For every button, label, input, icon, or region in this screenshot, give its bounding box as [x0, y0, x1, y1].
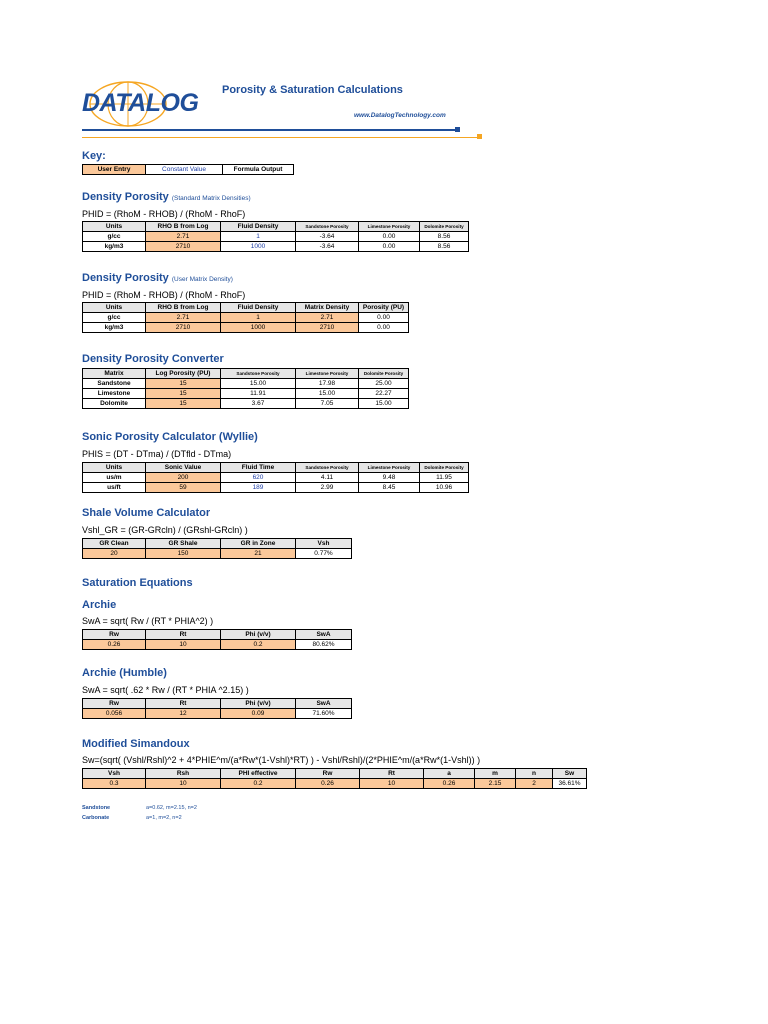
header-cell: Rw [296, 769, 360, 779]
rw-input[interactable]: 0.056 [83, 709, 146, 719]
sandstone-output: 4.11 [296, 473, 359, 483]
table-row [83, 242, 469, 252]
header-cell: RHO B from Log [146, 222, 221, 232]
humble-title: Archie (Humble) [82, 667, 167, 679]
table-header-row [83, 769, 587, 779]
units-cell: g/cc [83, 313, 146, 323]
rw-input[interactable]: 0.26 [83, 640, 146, 650]
rhob-input[interactable]: 2710 [146, 242, 221, 252]
header-cell: SwA [296, 699, 352, 709]
header-cell: Matrix [83, 369, 146, 379]
density-std-subtitle: (Standard Matrix Densities) [171, 195, 251, 202]
sonic-table [82, 462, 469, 493]
vsh-output: 0.77% [296, 549, 352, 559]
density-user-subtitle: (User Matrix Density) [171, 276, 233, 283]
note-label-sandstone: Sandstone [82, 805, 111, 811]
matrix-density-input[interactable]: 2.71 [296, 313, 359, 323]
rhob-input[interactable]: 2.71 [146, 232, 221, 242]
shale-table [82, 538, 352, 559]
fluid-density-cell: 1000 [221, 242, 296, 252]
converter-table [82, 368, 409, 409]
header-cell: Fluid Density [221, 303, 296, 313]
simandoux-title: Modified Simandoux [82, 738, 190, 750]
header-cell: a [424, 769, 475, 779]
matrix-cell: Limestone [83, 389, 146, 399]
header-cell: Rsh [146, 769, 221, 779]
header-cell: Sandstone Porosity [296, 463, 359, 473]
header-cell: Units [83, 463, 146, 473]
table-header-row [83, 369, 409, 379]
key-user-entry: User Entry [83, 165, 146, 175]
header-cell: Phi (v/v) [221, 699, 296, 709]
archie-title: Archie [82, 599, 117, 611]
simandoux-table [82, 768, 587, 789]
website-link[interactable]: www.DatalogTechnology.com [354, 112, 446, 119]
dolomite-output: 8.56 [420, 232, 469, 242]
gr-zone-input[interactable]: 21 [221, 549, 296, 559]
fluid-density-input[interactable]: 1 [221, 313, 296, 323]
density-std-formula: PHID = (RhoM - RHOB) / (RhoM - RhoF) [82, 209, 246, 219]
fluid-time-cell: 620 [221, 473, 296, 483]
vsh-input[interactable]: 0.3 [83, 779, 146, 789]
header-cell: GR in Zone [221, 539, 296, 549]
limestone-output: 15.00 [296, 389, 359, 399]
sw-output: 36.61% [553, 779, 587, 789]
header-cell: GR Shale [146, 539, 221, 549]
sandstone-output: 11.91 [221, 389, 296, 399]
table-header-row [83, 463, 469, 473]
header-cell: RHO B from Log [146, 303, 221, 313]
density-std-heading: Density Porosity [82, 191, 169, 203]
header-cell: Rt [360, 769, 424, 779]
header-cell: Sandstone Porosity [221, 369, 296, 379]
rsh-input[interactable]: 10 [146, 779, 221, 789]
sandstone-output: 2.99 [296, 483, 359, 493]
table-row [83, 549, 352, 559]
key-title: Key: [82, 150, 106, 162]
units-cell: g/cc [83, 232, 146, 242]
table-row [83, 313, 409, 323]
header-cell: Rw [83, 630, 146, 640]
sonic-input[interactable]: 200 [146, 473, 221, 483]
header-cell: Vsh [83, 769, 146, 779]
table-row [83, 399, 409, 409]
header-cell: Limestone Porosity [359, 463, 420, 473]
note-value-sandstone: a=0.62, m=2.15, n=2 [146, 805, 197, 811]
sonic-title: Sonic Porosity Calculator (Wyllie) [82, 431, 258, 443]
limestone-output: 8.45 [359, 483, 420, 493]
dolomite-output: 15.00 [359, 399, 409, 409]
swa-output: 80.62% [296, 640, 352, 650]
header-cell: Units [83, 222, 146, 232]
sandstone-output: 3.67 [221, 399, 296, 409]
density-user-title [82, 272, 233, 284]
rt-input[interactable]: 10 [146, 640, 221, 650]
sonic-input[interactable]: 59 [146, 483, 221, 493]
dolomite-output: 11.95 [420, 473, 469, 483]
gr-clean-input[interactable]: 20 [83, 549, 146, 559]
table-header-row [83, 630, 352, 640]
header-rule-orange [82, 137, 480, 138]
fluid-density-cell: 1 [221, 232, 296, 242]
dolomite-output: 8.56 [420, 242, 469, 252]
porosity-output: 0.00 [359, 313, 409, 323]
header-cell: Rt [146, 699, 221, 709]
table-row [83, 389, 409, 399]
shale-title: Shale Volume Calculator [82, 507, 211, 519]
matrix-density-input[interactable]: 2710 [296, 323, 359, 333]
key-constant: Constant Value [146, 165, 223, 175]
phi-input[interactable]: 0.2 [221, 640, 296, 650]
humble-table [82, 698, 352, 719]
log-porosity-input[interactable]: 15 [146, 389, 221, 399]
note-value-carbonate: a=1, m=2, n=2 [146, 815, 182, 821]
header-cell: Fluid Time [221, 463, 296, 473]
m-input[interactable]: 2.15 [475, 779, 516, 789]
header-cell: Dolomite Porosity [420, 463, 469, 473]
header-cell: m [475, 769, 516, 779]
header-cell: Limestone Porosity [359, 222, 420, 232]
saturation-title: Saturation Equations [82, 577, 193, 589]
table-row [83, 323, 409, 333]
header-cell: Rw [83, 699, 146, 709]
n-input[interactable]: 2 [516, 779, 553, 789]
units-cell: us/m [83, 473, 146, 483]
table-header-row [83, 303, 409, 313]
simandoux-formula: Sw=(sqrt( (Vshl/Rshl)^2 + 4*PHIE^m/(a*Rw*(1-Vshl)*RT) ) - Vshl/Rshl)/(2*PHIE^m/(a*Rw*(1-Vshl)) ) [82, 755, 481, 765]
density-std-table [82, 221, 469, 252]
header-cell: n [516, 769, 553, 779]
rt-input[interactable]: 10 [360, 779, 424, 789]
table-row [83, 709, 352, 719]
header-cell: Dolomite Porosity [420, 222, 469, 232]
page-title: Porosity & Saturation Calculations [222, 84, 403, 96]
table-row [83, 640, 352, 650]
key-formula: Formula Output [223, 165, 294, 175]
header-rule-orange-end [477, 134, 482, 139]
key-table [82, 164, 294, 175]
density-user-formula: PHID = (RhoM - RHOB) / (RhoM - RhoF) [82, 290, 246, 300]
header-cell: Porosity (PU) [359, 303, 409, 313]
archie-table [82, 629, 352, 650]
rhob-input[interactable]: 2.71 [146, 313, 221, 323]
sonic-formula: PHIS = (DT - DTma) / (DTfld - DTma) [82, 449, 232, 459]
limestone-output: 7.05 [296, 399, 359, 409]
header-rule-square [455, 127, 460, 132]
header-cell: SwA [296, 630, 352, 640]
gr-shale-input[interactable]: 150 [146, 549, 221, 559]
sandstone-output: -3.64 [296, 232, 359, 242]
header-cell: Dolomite Porosity [359, 369, 409, 379]
table-row [83, 483, 469, 493]
table-header-row [83, 699, 352, 709]
units-cell: kg/m3 [83, 323, 146, 333]
header-cell: Sonic Value [146, 463, 221, 473]
density-user-table [82, 302, 409, 333]
units-cell: kg/m3 [83, 242, 146, 252]
density-user-heading: Density Porosity [82, 272, 169, 284]
matrix-cell: Sandstone [83, 379, 146, 389]
datalog-logo: DATALOG [82, 89, 199, 117]
fluid-time-cell: 189 [221, 483, 296, 493]
sandstone-output: -3.64 [296, 242, 359, 252]
limestone-output: 0.00 [359, 232, 420, 242]
log-porosity-input[interactable]: 15 [146, 379, 221, 389]
table-header-row [83, 222, 469, 232]
header-cell: Log Porosity (PU) [146, 369, 221, 379]
header-cell: Fluid Density [221, 222, 296, 232]
sandstone-output: 15.00 [221, 379, 296, 389]
header-cell: PHI effective [221, 769, 296, 779]
phi-input[interactable]: 0.09 [221, 709, 296, 719]
header-rule-blue [82, 129, 457, 131]
a-input[interactable]: 0.26 [424, 779, 475, 789]
table-row [83, 379, 409, 389]
header-cell: Units [83, 303, 146, 313]
header-cell: Matrix Density [296, 303, 359, 313]
porosity-output: 0.00 [359, 323, 409, 333]
limestone-output: 17.98 [296, 379, 359, 389]
table-row [83, 779, 587, 789]
swa-output: 71.60% [296, 709, 352, 719]
humble-formula: SwA = sqrt( .62 * Rw / (RT * PHIA ^2.15) ) [82, 685, 249, 695]
header-cell: Limestone Porosity [296, 369, 359, 379]
limestone-output: 9.48 [359, 473, 420, 483]
rw-input[interactable]: 0.26 [296, 779, 360, 789]
header-cell: GR Clean [83, 539, 146, 549]
header-cell: Sw [553, 769, 587, 779]
dolomite-output: 10.96 [420, 483, 469, 493]
note-label-carbonate: Carbonate [82, 815, 110, 821]
header-cell: Rt [146, 630, 221, 640]
converter-title: Density Porosity Converter [82, 353, 224, 365]
log-porosity-input[interactable]: 15 [146, 399, 221, 409]
limestone-output: 0.00 [359, 242, 420, 252]
header-cell: Vsh [296, 539, 352, 549]
table-header-row [83, 539, 352, 549]
table-row [83, 232, 469, 242]
phie-input[interactable]: 0.2 [221, 779, 296, 789]
rt-input[interactable]: 12 [146, 709, 221, 719]
density-std-title [82, 191, 251, 203]
dolomite-output: 25.00 [359, 379, 409, 389]
fluid-density-input[interactable]: 1000 [221, 323, 296, 333]
shale-formula: Vshl_GR = (GR-GRcln) / (GRshl-GRcln) ) [82, 525, 248, 535]
table-row [83, 473, 469, 483]
units-cell: us/ft [83, 483, 146, 493]
header-cell: Sandstone Porosity [296, 222, 359, 232]
matrix-cell: Dolomite [83, 399, 146, 409]
rhob-input[interactable]: 2710 [146, 323, 221, 333]
header-cell: Phi (v/v) [221, 630, 296, 640]
dolomite-output: 22.27 [359, 389, 409, 399]
archie-formula: SwA = sqrt( Rw / (RT * PHIA^2) ) [82, 616, 214, 626]
